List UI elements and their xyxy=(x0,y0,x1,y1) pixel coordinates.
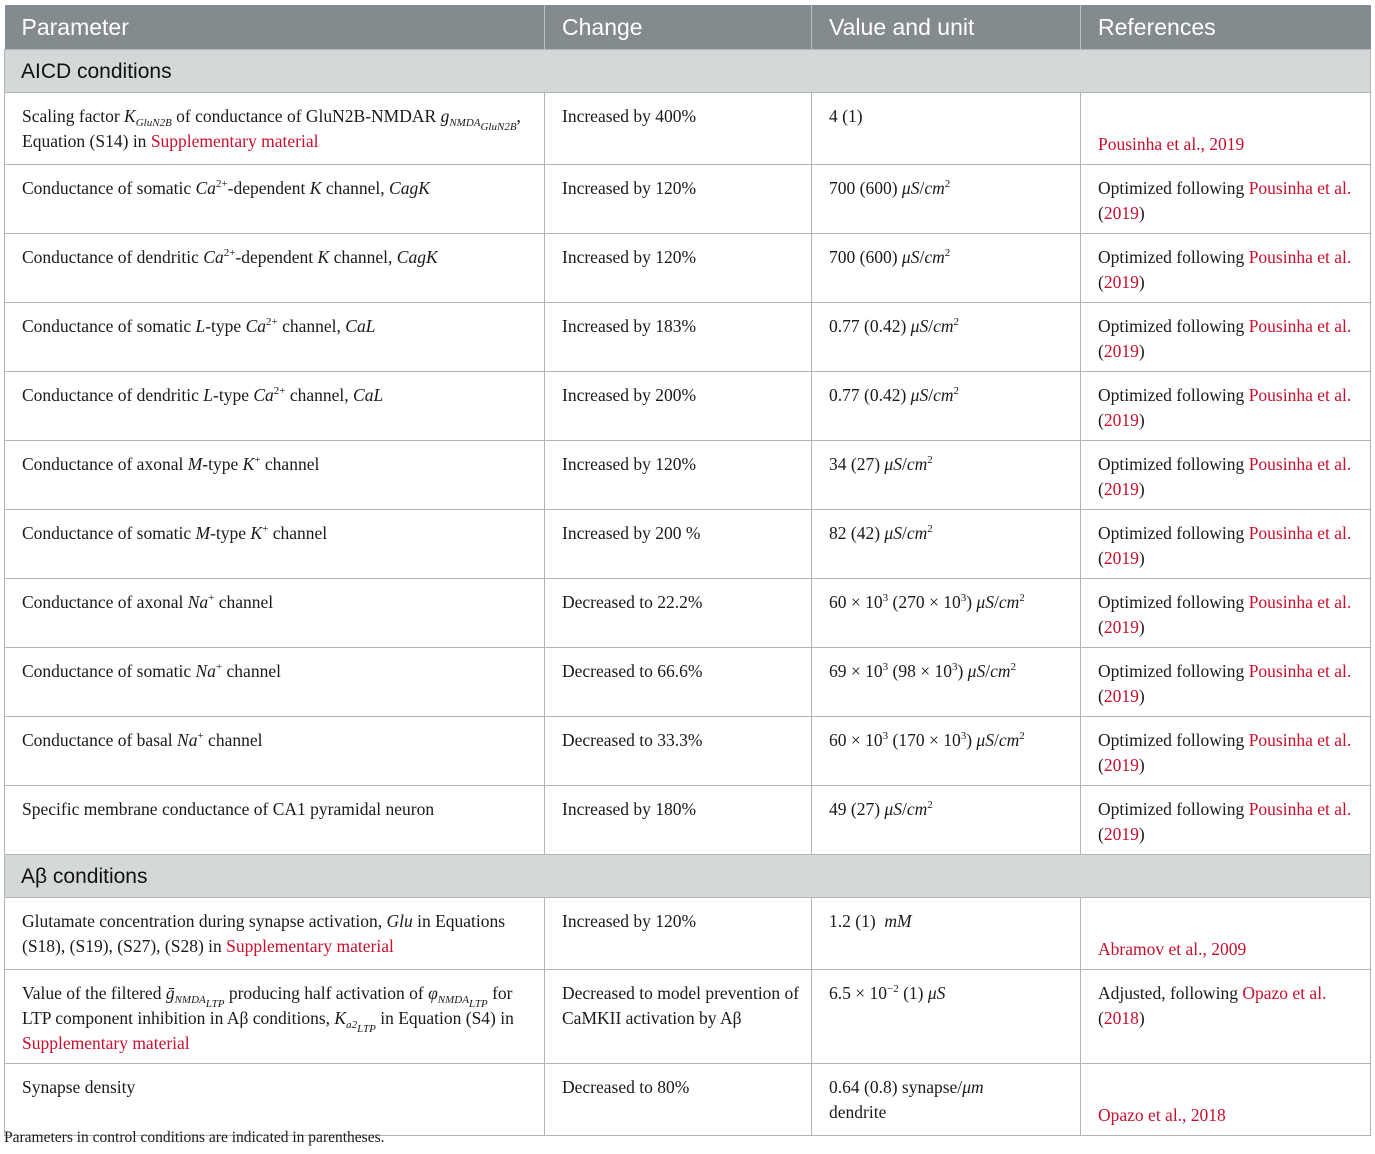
change-cell: Decreased to 22.2% xyxy=(545,579,812,648)
reference-link[interactable]: Pousinha et al. xyxy=(1248,247,1352,267)
change-cell: Increased by 120% xyxy=(545,165,812,234)
parameter-cell: Specific membrane conductance of CA1 pyramidal neuron xyxy=(5,786,545,855)
supplementary-link[interactable]: Supplementary material xyxy=(226,936,394,956)
header-parameter: Parameter xyxy=(5,5,545,50)
header-references: References xyxy=(1081,5,1371,50)
value-cell: 49 (27) $\mu S/cm^2$ xyxy=(812,786,1081,855)
parameter-cell: Value of the filtered $ḡ_{NMDA_{LTP}}$ producing half activation of $\varphi_{NMDA_{LTP}}$ for LTP component inhibition in Aβ conditions, $K_{a2_{LTP}}$ in Equation (S4) in Supplementary material xyxy=(5,970,545,1064)
change-cell: Decreased to 66.6% xyxy=(545,648,812,717)
table-row xyxy=(5,303,1371,372)
reference-year-link[interactable]: 2018 xyxy=(1103,1008,1139,1028)
reference-cell: Optimized following Pousinha et al. (2019) xyxy=(1081,648,1371,717)
reference-cell: Optimized following Pousinha et al. (2019) xyxy=(1081,786,1371,855)
table-row xyxy=(5,648,1371,717)
table-row xyxy=(5,579,1371,648)
parameter-cell: Conductance of axonal M-type K+ channel xyxy=(5,441,545,510)
reference-year-link[interactable]: 2019 xyxy=(1103,548,1139,568)
reference-link[interactable]: Pousinha et al. xyxy=(1248,178,1352,198)
table-row xyxy=(5,234,1371,303)
parameter-cell: Conductance of somatic L-type $Ca^{2+}$ channel, CaL xyxy=(5,303,545,372)
table-row xyxy=(5,165,1371,234)
table-row xyxy=(5,970,1371,1064)
reference-cell: Adjusted, following Opazo et al. (2018) xyxy=(1081,970,1371,1064)
reference-link[interactable]: Pousinha et al. xyxy=(1248,799,1352,819)
header-value: Value and unit xyxy=(812,5,1081,50)
parameter-cell: Conductance of basal Na+ channel xyxy=(5,717,545,786)
table-row xyxy=(5,786,1371,855)
reference-link[interactable]: Pousinha et al. xyxy=(1248,592,1352,612)
parameter-table xyxy=(4,5,1371,1136)
table-row xyxy=(5,510,1371,579)
change-cell: Decreased to 80% xyxy=(545,1064,812,1136)
section-title: Aβ conditions xyxy=(5,855,1371,898)
header-change: Change xyxy=(545,5,812,50)
change-cell: Increased by 200 % xyxy=(545,510,812,579)
reference-cell: Optimized following Pousinha et al. (2019) xyxy=(1081,165,1371,234)
reference-cell xyxy=(1081,93,1371,165)
parameter-cell: Synapse density xyxy=(5,1064,545,1136)
reference-link[interactable]: Pousinha et al. xyxy=(1248,385,1352,405)
reference-link[interactable]: Opazo et al. xyxy=(1242,983,1327,1003)
parameter-cell: Scaling factor $K_{GluN2B}$ of conductance of GluN2B-NMDAR $g_{NMDA_{GluN2B}}$, Equation (S14) in Supplementary material xyxy=(5,93,545,165)
change-cell: Increased by 120% xyxy=(545,898,812,970)
reference-cell: Optimized following Pousinha et al. (2019) xyxy=(1081,303,1371,372)
value-cell: $69 \times 10^3$ $(98 \times 10^3)$ $\mu S/cm^2$ xyxy=(812,648,1081,717)
parameter-cell: Conductance of somatic $Ca^{2+}$-dependent K channel, CagK xyxy=(5,165,545,234)
reference-cell: Optimized following Pousinha et al. (2019) xyxy=(1081,717,1371,786)
table-row xyxy=(5,441,1371,510)
value-cell: $60 \times 10^3$ $(170 \times 10^3)$ $\mu S/cm^2$ xyxy=(812,717,1081,786)
reference-year-link[interactable]: 2019 xyxy=(1103,686,1139,706)
reference-link[interactable]: Abramov et al., 2009 xyxy=(1098,939,1247,959)
supplementary-link[interactable]: Supplementary material xyxy=(22,1033,190,1053)
parameter-cell: Conductance of somatic Na+ channel xyxy=(5,648,545,717)
table-row xyxy=(5,372,1371,441)
change-cell: Decreased to 33.3% xyxy=(545,717,812,786)
change-cell: Decreased to model prevention of CaMKII activation by Aβ xyxy=(545,970,812,1064)
reference-link[interactable]: Pousinha et al. xyxy=(1248,523,1352,543)
table-row xyxy=(5,1064,1371,1136)
reference-link[interactable]: Pousinha et al. xyxy=(1248,316,1352,336)
reference-year-link[interactable]: 2019 xyxy=(1103,203,1139,223)
value-cell: 700 (600) $\mu S/cm^2$ xyxy=(812,234,1081,303)
value-cell: 34 (27) $\mu S/cm^2$ xyxy=(812,441,1081,510)
reference-cell: Optimized following Pousinha et al. (2019) xyxy=(1081,510,1371,579)
change-cell: Increased by 400% xyxy=(545,93,812,165)
reference-link[interactable]: Pousinha et al. xyxy=(1248,661,1352,681)
reference-link[interactable]: Pousinha et al. xyxy=(1248,730,1352,750)
reference-link[interactable]: Opazo et al., 2018 xyxy=(1098,1105,1226,1125)
reference-year-link[interactable]: 2019 xyxy=(1103,755,1139,775)
reference-cell: Optimized following Pousinha et al. (2019) xyxy=(1081,234,1371,303)
table-row xyxy=(5,93,1371,165)
parameter-cell: Conductance of dendritic $Ca^{2+}$-dependent K channel, CagK xyxy=(5,234,545,303)
reference-cell xyxy=(1081,898,1371,970)
reference-link[interactable]: Pousinha et al. xyxy=(1248,454,1352,474)
value-cell: 0.77 (0.42) $\mu S/cm^2$ xyxy=(812,372,1081,441)
parameter-cell: Conductance of somatic M-type K+ channel xyxy=(5,510,545,579)
reference-year-link[interactable]: 2019 xyxy=(1103,410,1139,430)
reference-year-link[interactable]: 2019 xyxy=(1103,479,1139,499)
reference-cell: Optimized following Pousinha et al. (2019) xyxy=(1081,372,1371,441)
value-cell: 0.77 (0.42) $\mu S/cm^2$ xyxy=(812,303,1081,372)
section-row-aicd xyxy=(5,50,1371,93)
reference-year-link[interactable]: 2019 xyxy=(1103,272,1139,292)
section-title: AICD conditions xyxy=(5,50,1371,93)
section-row-abeta xyxy=(5,855,1371,898)
reference-link[interactable]: Pousinha et al., 2019 xyxy=(1098,134,1245,154)
reference-cell xyxy=(1081,1064,1371,1136)
header-row xyxy=(5,5,1371,50)
parameter-cell: Conductance of dendritic L-type $Ca^{2+}$ channel, CaL xyxy=(5,372,545,441)
value-cell: $6.5 \times 10^{-2}$ (1) μS xyxy=(812,970,1081,1064)
change-cell: Increased by 200% xyxy=(545,372,812,441)
change-cell: Increased by 183% xyxy=(545,303,812,372)
table-row xyxy=(5,717,1371,786)
change-cell: Increased by 120% xyxy=(545,234,812,303)
reference-year-link[interactable]: 2019 xyxy=(1103,617,1139,637)
reference-year-link[interactable]: 2019 xyxy=(1103,824,1139,844)
change-cell: Increased by 180% xyxy=(545,786,812,855)
parameter-cell: Conductance of axonal Na+ channel xyxy=(5,579,545,648)
supplementary-link[interactable]: Supplementary material xyxy=(150,131,319,151)
table-footnote: Parameters in control conditions are indicated in parentheses. xyxy=(4,1129,385,1146)
value-cell: 0.64 (0.8) synapse/μm dendrite xyxy=(812,1064,1081,1136)
parameter-cell: Glutamate concentration during synapse activation, Glu in Equations (S18), (S19), (S27), (S28) in Supplementary material xyxy=(5,898,545,970)
reference-cell: Optimized following Pousinha et al. (2019) xyxy=(1081,441,1371,510)
reference-year-link[interactable]: 2019 xyxy=(1103,341,1139,361)
change-cell: Increased by 120% xyxy=(545,441,812,510)
value-cell: 1.2 (1) mM xyxy=(812,898,1081,970)
value-cell: 82 (42) $\mu S/cm^2$ xyxy=(812,510,1081,579)
value-cell: $60 \times 10^3$ $(270 \times 10^3)$ $\mu S/cm^2$ xyxy=(812,579,1081,648)
value-cell: 4 (1) xyxy=(812,93,1081,165)
reference-cell: Optimized following Pousinha et al. (2019) xyxy=(1081,579,1371,648)
table-row xyxy=(5,898,1371,970)
parameter-table-container xyxy=(4,5,1370,1136)
value-cell: 700 (600) $\mu S/cm^2$ xyxy=(812,165,1081,234)
